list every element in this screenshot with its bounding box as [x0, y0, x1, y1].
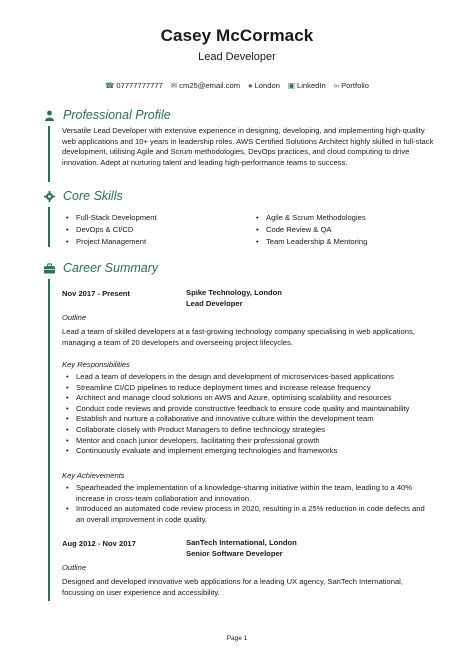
list-item: • Conduct code reviews and provide constructive feedback to ensure code quality and maintainability	[76, 404, 430, 415]
profile-accent-bar	[48, 126, 50, 182]
candidate-name: Casey McCormack	[160, 26, 314, 45]
job-outline: Lead a team of skilled developers at a fast-growing technology company specialising in web applications, managing a team of 20 developers and overseeing project lifecycles.	[62, 327, 415, 347]
job-date: Aug 2012 - Nov 2017	[62, 539, 136, 548]
outline-label: Outline	[62, 563, 87, 572]
email-icon: ✉	[170, 81, 178, 90]
skills-section-header	[44, 189, 123, 203]
skill-item: • DevOps & CI/CD	[76, 224, 266, 236]
job-employer	[186, 538, 297, 559]
profile-text: Versatile Lead Developer with extensive experience in designing, developing, and implementing high-quality web applications and 10+ years in leadership roles. AWS Certified Solutions Architect highly skilled in full-stack development, utilising Agile and Scrum methodologies, DevOps practices, and cloud computing to drive innovation. Adept at nurturing talent and leading high-performance teams to success.	[62, 126, 434, 167]
skill-item: • Team Leadership & Mentoring	[266, 236, 436, 248]
responsibilities-label: Key Responsibilities	[62, 360, 130, 369]
job-employer	[186, 288, 282, 309]
list-item: • Architect and manage cloud solutions on AWS and Azure, optimising scalability and resources	[76, 393, 430, 404]
achievements-list	[76, 483, 426, 525]
responsibilities-list	[76, 372, 430, 457]
skills-accent-bar	[48, 207, 50, 247]
list-item: • Streamline CI/CD pipelines to reduce deployment times and increase release frequency	[76, 383, 430, 394]
job-position: Senior Software Developer	[186, 548, 283, 558]
contact-location	[248, 81, 280, 90]
globe-icon: ●	[248, 81, 253, 90]
contact-linkedin-text: LinkedIn	[297, 81, 326, 90]
list-item: • Mentor and coach junior developers, facilitating their professional growth	[76, 436, 430, 447]
skill-item: • Code Review & QA	[266, 224, 436, 236]
contact-phone-text: 07777777777	[116, 81, 163, 90]
briefcase-icon	[44, 263, 55, 274]
job-date: Nov 2017 - Present	[62, 289, 130, 298]
career-title: Career Summary	[63, 261, 159, 275]
list-item: • Introduced an automated code review process in 2020, resulting in a 25% reduction in code defects and an overall improvement in code quality.	[76, 504, 426, 525]
list-item: • Establish and nurture a collaborative and innovative culture within the development team	[76, 414, 430, 425]
profile-title: Professional Profile	[63, 108, 171, 122]
skill-item: • Project Management	[76, 236, 266, 248]
link-icon: ∞	[333, 81, 340, 90]
linkedin-icon: ▣	[287, 81, 296, 90]
contact-email[interactable]	[171, 81, 240, 90]
job-company: SanTech International, London	[186, 538, 297, 547]
contact-linkedin[interactable]	[288, 81, 326, 90]
list-item: • Lead a team of developers in the design and development of microservices-based applications	[76, 372, 430, 383]
gear-icon	[44, 191, 55, 202]
contact-location-text: London	[254, 81, 280, 90]
career-section-header	[44, 261, 158, 275]
person-icon	[44, 110, 55, 121]
page-number: Page 1	[226, 635, 248, 642]
outline-label: Outline	[62, 313, 87, 322]
contact-portfolio-text: Portfolio	[341, 81, 369, 90]
job-outline: Designed and developed innovative web applications for a leading UX agency, SanTech International, focussing on user experience and accessibility.	[62, 577, 403, 597]
skill-item: • Full-Stack Development	[76, 212, 266, 224]
profile-section-header	[44, 108, 171, 122]
job-company: Spike Technology, London	[186, 288, 282, 297]
contact-phone[interactable]	[105, 81, 163, 90]
list-item: • Spearheaded the implementation of a knowledge-sharing initiative within the team, leading to a 40% increase in cross-team collaboration and innovation.	[76, 483, 426, 504]
contact-email-text: cm25@email.com	[179, 81, 241, 90]
list-item: • Collaborate closely with Product Managers to define technology strategies	[76, 425, 430, 436]
contact-portfolio[interactable]	[334, 81, 369, 90]
phone-icon: ☎	[105, 81, 115, 90]
contact-bar	[0, 81, 474, 90]
skills-title: Core Skills	[63, 189, 123, 203]
career-accent-bar	[48, 279, 50, 601]
skills-list	[76, 212, 436, 248]
skill-item: • Agile & Scrum Methodologies	[266, 212, 436, 224]
candidate-role: Lead Developer	[198, 51, 276, 63]
achievements-label: Key Achievements	[62, 471, 125, 480]
job-position: Lead Developer	[186, 298, 243, 308]
list-item: • Continuously evaluate and implement emerging technologies and frameworks	[76, 446, 430, 457]
